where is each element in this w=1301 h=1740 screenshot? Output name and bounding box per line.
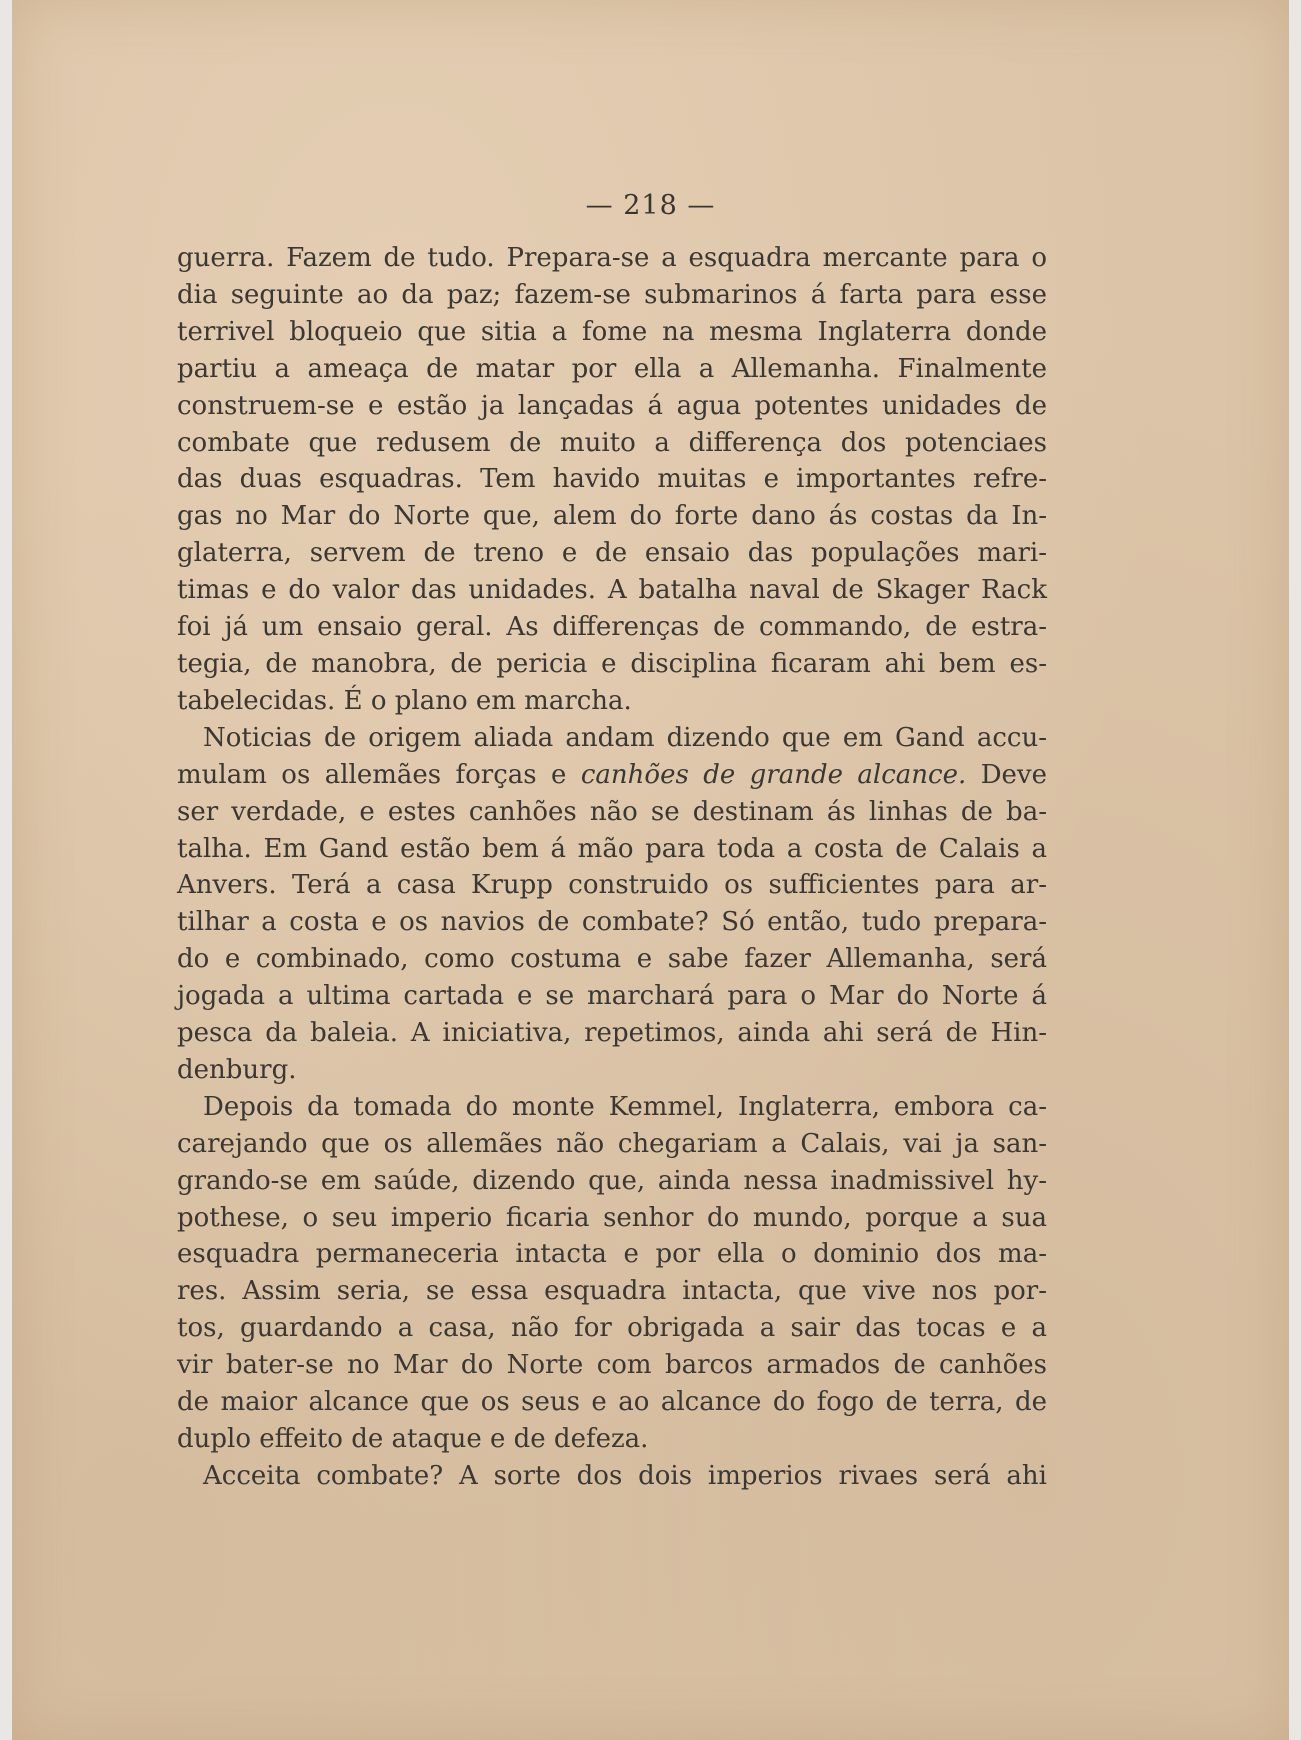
text-line: gas no Mar do Norte que, alem do forte dano ás costas da In- — [177, 501, 1047, 532]
text-line-with-italic — [177, 757, 1047, 794]
text-line: combate que redusem de muito a differença dos potenciaes — [177, 427, 1047, 458]
text-line: res. Assim seria, se essa esquadra intacta, que vive nos por- — [177, 1276, 1047, 1307]
text-line: grando-se em saúde, dizendo que, ainda nessa inadmissivel hy- — [177, 1165, 1047, 1196]
italic-phrase: canhões de grande alcance. — [580, 759, 967, 790]
text-segment: mulam os allemães forças e — [177, 759, 567, 790]
text-line: carejando que os allemães não chegariam a Calais, vai ja san- — [177, 1128, 1047, 1159]
text-line: do e combinado, como costuma e sabe fazer Allemanha, será — [177, 944, 1047, 975]
text-line: talha. Em Gand estão bem á mão para toda a costa de Calais a — [177, 833, 1047, 864]
text-segment: Deve — [980, 759, 1047, 790]
text-line: denburg. — [177, 1054, 297, 1085]
text-line: construem-se e estão ja lançadas á agua potentes unidades de — [177, 390, 1047, 421]
text-line: de maior alcance que os seus e ao alcance do fogo de terra, de — [177, 1387, 1047, 1418]
text-line: esquadra permaneceria intacta e por ella o dominio dos ma- — [177, 1239, 1047, 1270]
text-line: vir bater-se no Mar do Norte com barcos armados de canhões — [177, 1350, 1047, 1381]
text-line: timas e do valor das unidades. A batalha naval de Skager Rack — [177, 575, 1047, 606]
text-line: ser verdade, e estes canhões não se destinam ás linhas de ba- — [177, 796, 1047, 827]
text-line: terrivel bloqueio que sitia a fome na mesma Inglaterra donde — [177, 316, 1047, 347]
paragraph-1 — [177, 240, 1047, 720]
text-line: tilhar a costa e os navios de combate? Só então, tudo prepara- — [177, 907, 1047, 938]
text-line: pothese, o seu imperio ficaria senhor do mundo, porque a sua — [177, 1202, 1047, 1233]
text-line: foi já um ensaio geral. As differenças de commando, de estra- — [177, 612, 1047, 643]
text-line: pesca da baleia. A iniciativa, repetimos, ainda ahi será de Hin- — [177, 1018, 1047, 1049]
paragraph-3 — [177, 1089, 1047, 1458]
paragraph-2 — [177, 720, 1047, 1089]
text-line: duplo effeito de ataque e de defeza. — [177, 1424, 649, 1454]
text-line: guerra. Fazem de tudo. Prepara-se a esquadra mercante para o — [177, 243, 1047, 273]
text-line: tos, guardando a casa, não for obrigada a sair das tocas e a — [177, 1313, 1047, 1344]
text-line: Noticias de origem aliada andam dizendo que em Gand accu- — [203, 722, 1047, 753]
text-line: dia seguinte ao da paz; fazem-se submarinos á farta para esse — [177, 279, 1047, 310]
text-line: jogada a ultima cartada e se marchará para o Mar do Norte á — [177, 981, 1047, 1012]
paragraph-4 — [177, 1458, 1047, 1495]
page-number: — 218 — — [585, 190, 716, 221]
body-text — [177, 240, 1047, 1495]
text-line: das duas esquadras. Tem havido muitas e importantes refre- — [177, 464, 1047, 495]
text-line: partiu a ameaça de matar por ella a Allemanha. Finalmente — [177, 353, 1047, 384]
text-line: tegia, de manobra, de pericia e disciplina ficaram ahi bem es- — [177, 648, 1047, 679]
text-line: Acceita combate? A sorte dos dois imperios rivaes será ahi — [203, 1460, 1047, 1491]
text-line: glaterra, servem de treno e de ensaio das populações mari- — [177, 538, 1047, 569]
text-line: Anvers. Terá a casa Krupp construido os sufficientes para ar- — [177, 870, 1047, 901]
document-page — [12, 0, 1289, 1740]
text-line: Depois da tomada do monte Kemmel, Inglaterra, embora ca- — [203, 1091, 1047, 1122]
text-line: tabelecidas. É o plano em marcha. — [177, 685, 632, 716]
